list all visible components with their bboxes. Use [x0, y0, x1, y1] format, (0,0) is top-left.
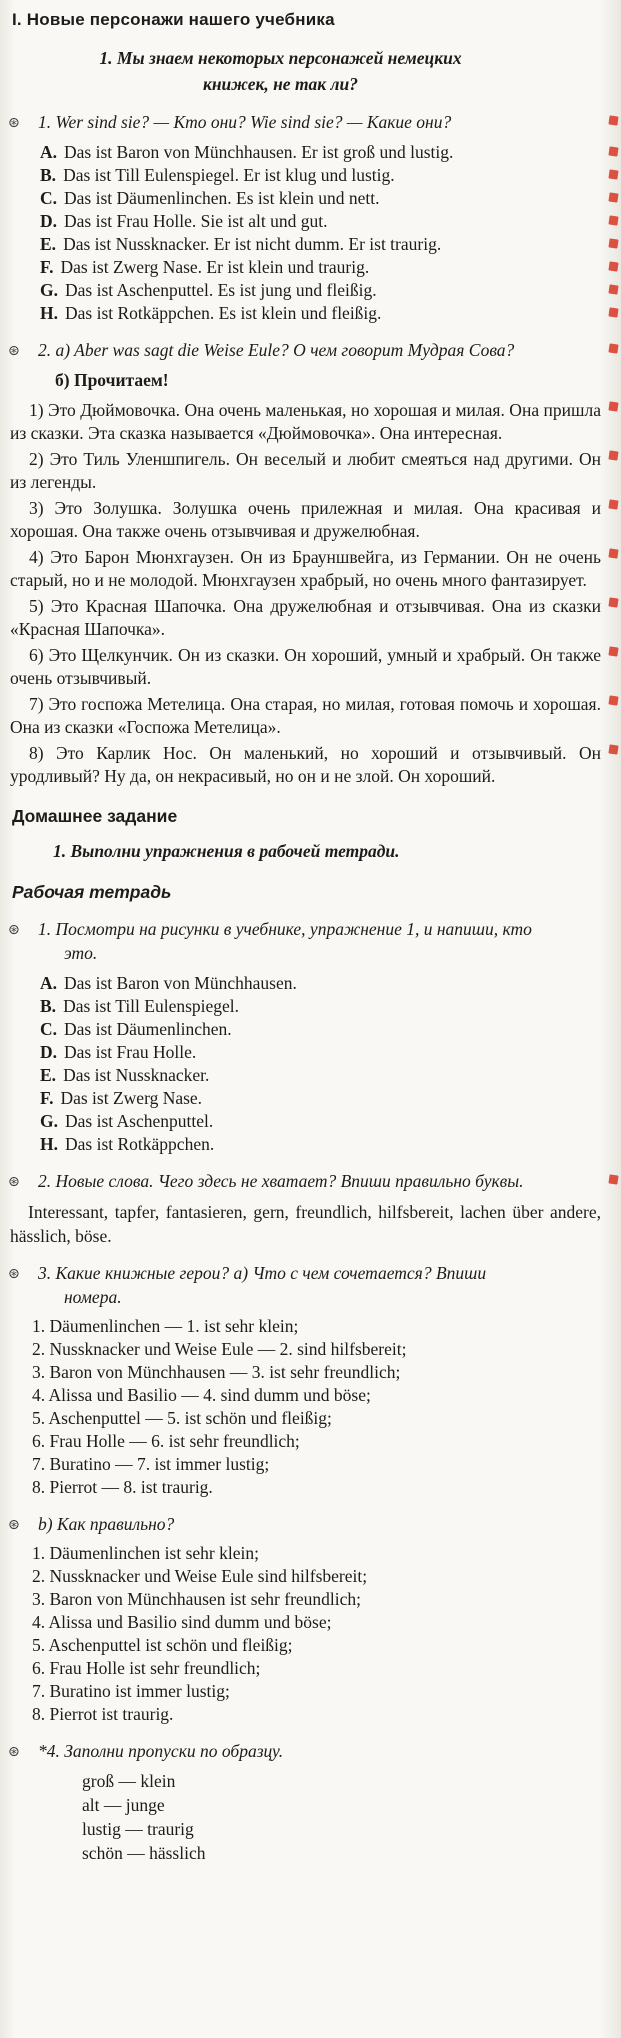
answer-line	[10, 187, 601, 210]
workbook-exercise3b-header-text: b) Как правильно?	[38, 1514, 175, 1534]
answer-paragraph	[10, 497, 601, 543]
red-mark-icon	[608, 307, 618, 317]
answer-text: Das ist Till Eulenspiegel. Er ist klug und lustig.	[63, 165, 395, 185]
answer-sentence-line: 6. Frau Holle ist sehr freundlich;	[32, 1658, 261, 1678]
paragraph-text: 2) Это Тиль Уленшпигель. Он веселый и любит смеяться над другими. Он из легенды.	[10, 449, 601, 492]
workbook-exercise2-header	[10, 1169, 601, 1193]
antonym-pair-line: alt — junge	[82, 1795, 165, 1815]
exercise-bullet-icon: ⊛	[8, 922, 20, 938]
answer-text: Das ist Rotkäppchen. Es ist klein und fleißig.	[65, 303, 382, 323]
red-mark-icon	[608, 744, 618, 754]
workbook-exercise4-header	[10, 1739, 601, 1763]
exercise-bullet-icon: ⊛	[8, 1266, 20, 1282]
workbook-exercise2-answer: Interessant, tapfer, fantasieren, gern, freundlich, hilfsbereit, lachen über andere, hässlich, böse.	[10, 1202, 601, 1246]
answer-line	[10, 302, 601, 325]
matching-pair-line: 8. Pierrot — 8. ist traurig.	[32, 1477, 213, 1497]
answer-text: Das ist Nussknacker. Er ist nicht dumm. Er ist traurig.	[63, 234, 442, 254]
matching-pair-line: 7. Buratino — 7. ist immer lustig;	[32, 1454, 270, 1474]
paragraph-text: 1) Это Дюймовочка. Она очень маленькая, но хорошая и милая. Она пришла из сказки. Эта сказка называется «Дюймовочка». Она интересная.	[10, 400, 601, 443]
answer-line	[10, 1133, 601, 1156]
answer-letter: E.	[40, 1065, 57, 1085]
paragraph-text: 5) Это Красная Шапочка. Она дружелюбная и отзывчивая. Она из сказки «Красная Шапочка».	[10, 596, 601, 639]
answer-line	[10, 1041, 601, 1064]
exercise-bullet-icon: ⊛	[8, 1174, 20, 1190]
homework-title: Домашнее задание	[12, 806, 178, 826]
answer-line	[10, 1064, 601, 1087]
answer-sentence-line: 7. Buratino ist immer lustig;	[32, 1681, 230, 1701]
answer-letter: G.	[40, 1111, 58, 1131]
answer-line	[10, 233, 601, 256]
answer-line	[10, 995, 601, 1018]
answer-paragraph	[10, 742, 601, 788]
answer-text: Das ist Baron von Münchhausen. Er ist groß und lustig.	[64, 142, 454, 162]
workbook-title: Рабочая тетрадь	[12, 882, 172, 902]
paragraph-text: 7) Это госпожа Метелица. Она старая, но милая, готовая помочь и хорошая. Она из сказки «Госпожа Метелица».	[10, 694, 601, 737]
exercise-bullet-icon: ⊛	[8, 1744, 20, 1760]
exercise-bullet-icon: ⊛	[8, 343, 20, 359]
red-mark-icon	[608, 548, 618, 558]
antonym-pair-line: lustig — traurig	[82, 1819, 194, 1839]
workbook-exercise3b-answer-list	[10, 1542, 601, 1726]
answer-line	[10, 1110, 601, 1133]
matching-pair-line: 6. Frau Holle — 6. ist sehr freundlich;	[32, 1431, 300, 1451]
matching-pair-line: 1. Däumenlinchen — 1. ist sehr klein;	[32, 1316, 299, 1336]
answer-letter: F.	[40, 257, 54, 277]
red-mark-icon	[608, 499, 618, 509]
workbook-exercise3-pair-list	[10, 1315, 601, 1499]
red-mark-icon	[608, 1174, 618, 1184]
matching-pair-line: 5. Aschenputtel — 5. ist schön und fleißig;	[32, 1408, 332, 1428]
workbook-exercise3b-header	[10, 1512, 601, 1536]
answer-letter: H.	[40, 1134, 58, 1154]
answer-line	[10, 141, 601, 164]
exercise-bullet-icon: ⊛	[8, 1517, 20, 1533]
red-mark-icon	[608, 146, 618, 156]
answer-text: Das ist Aschenputtel.	[65, 1111, 214, 1131]
answer-text: Das ist Aschenputtel. Es ist jung und fleißig.	[65, 280, 377, 300]
red-mark-icon	[608, 169, 618, 179]
workbook-exercise3-header	[10, 1261, 601, 1309]
workbook-exercise2-header-text: 2. Новые слова. Чего здесь не хватает? Впиши правильно буквы.	[38, 1171, 524, 1191]
answer-text: Das ist Frau Holle.	[64, 1042, 197, 1062]
answer-letter: E.	[40, 234, 57, 254]
red-mark-icon	[608, 215, 618, 225]
red-mark-icon	[608, 450, 618, 460]
red-mark-icon	[608, 343, 618, 353]
paragraph-text: 6) Это Щелкунчик. Он из сказки. Он хороший, умный и храбрый. Он также очень отзывчивый.	[10, 645, 601, 688]
workbook-exercise1-header-text: 1. Посмотри на рисунки в учебнике, упражнение 1, и напиши, кто это.	[38, 919, 532, 963]
answer-paragraph	[10, 644, 601, 690]
answer-letter: B.	[40, 996, 57, 1016]
answer-letter: G.	[40, 280, 58, 300]
paragraph-text: 3) Это Золушка. Золушка очень прилежная и милая. Она красивая и хорошая. Она также очень отзывчивая и дружелюбная.	[10, 498, 601, 541]
exercise1-answer-list	[10, 141, 601, 325]
answer-sentence-line: 2. Nussknacker und Weise Eule sind hilfsbereit;	[32, 1566, 368, 1586]
answer-paragraph	[10, 546, 601, 592]
red-mark-icon	[608, 284, 618, 294]
homework-task: 1. Выполни упражнения в рабочей тетради.	[53, 841, 400, 861]
answer-letter: H.	[40, 303, 58, 323]
red-mark-icon	[608, 261, 618, 271]
workbook-exercise1-answer-list	[10, 972, 601, 1156]
matching-pair-line: 3. Baron von Münchhausen — 3. ist sehr freundlich;	[32, 1362, 401, 1382]
answer-line	[10, 1018, 601, 1041]
workbook-exercise1-header	[10, 917, 601, 965]
answer-text: Das ist Till Eulenspiegel.	[63, 996, 240, 1016]
workbook-exercise3-header-text: 3. Какие книжные герои? а) Что с чем сочетается? Впиши номера.	[38, 1263, 487, 1307]
answer-text: Das ist Baron von Münchhausen.	[64, 973, 297, 993]
answer-text: Das ist Nussknacker.	[63, 1065, 210, 1085]
answer-text: Das ist Zwerg Nase.	[60, 1088, 203, 1108]
exercise2-answer-paragraphs	[10, 399, 601, 788]
red-mark-icon	[608, 597, 618, 607]
workbook-exercise4-header-text: *4. Заполни пропуски по образцу.	[38, 1741, 284, 1761]
paragraph-text: 4) Это Барон Мюнхгаузен. Он из Брауншвейга, из Германии. Он не очень старый, но и не молодой. Мюнхгаузен храбрый, но очень много фантазирует.	[10, 547, 601, 590]
answer-letter: A.	[40, 142, 58, 162]
answer-letter: B.	[40, 165, 57, 185]
red-mark-icon	[608, 238, 618, 248]
exercise2b-subheader: б) Прочитаем!	[55, 370, 169, 390]
answer-line	[10, 279, 601, 302]
antonym-pair-line: schön — hässlich	[82, 1843, 206, 1863]
answer-paragraph	[10, 448, 601, 494]
antonym-pair-line: groß — klein	[82, 1771, 176, 1791]
answer-letter: C.	[40, 188, 58, 208]
red-mark-icon	[608, 646, 618, 656]
answer-sentence-line: 1. Däumenlinchen ist sehr klein;	[32, 1543, 259, 1563]
answer-line	[10, 164, 601, 187]
red-mark-icon	[608, 401, 618, 411]
chapter-title: I. Новые персонажи нашего учебника	[12, 10, 335, 29]
exercise2-header	[10, 338, 601, 362]
lesson-heading: 1. Мы знаем некоторых персонажей немецких книжек, не так ли?	[99, 48, 462, 94]
answer-text: Das ist Däumenlinchen.	[64, 1019, 232, 1039]
answer-text: Das ist Frau Holle. Sie ist alt und gut.	[64, 211, 328, 231]
answer-letter: F.	[40, 1088, 54, 1108]
red-mark-icon	[608, 192, 618, 202]
red-mark-icon	[608, 115, 618, 125]
matching-pair-line: 4. Alissa und Basilio — 4. sind dumm und böse;	[32, 1385, 371, 1405]
red-mark-icon	[608, 695, 618, 705]
exercise1-header-text: 1. Wer sind sie? — Кто они? Wie sind sie? — Какие они?	[38, 112, 452, 132]
answer-text: Das ist Däumenlinchen. Es ist klein und nett.	[64, 188, 380, 208]
answer-line	[10, 972, 601, 995]
answer-paragraph	[10, 399, 601, 445]
answer-letter: D.	[40, 211, 58, 231]
matching-pair-line: 2. Nussknacker und Weise Eule — 2. sind hilfsbereit;	[32, 1339, 407, 1359]
exercise1-header	[10, 110, 601, 134]
answer-line	[10, 256, 601, 279]
workbook-exercise4-pair-list	[82, 1769, 601, 1865]
answer-letter: A.	[40, 973, 58, 993]
answer-letter: D.	[40, 1042, 58, 1062]
answer-sentence-line: 8. Pierrot ist traurig.	[32, 1704, 174, 1724]
answer-paragraph	[10, 693, 601, 739]
answer-text: Das ist Rotkäppchen.	[65, 1134, 215, 1154]
answer-text: Das ist Zwerg Nase. Er ist klein und traurig.	[60, 257, 370, 277]
exercise-bullet-icon: ⊛	[8, 115, 20, 131]
answer-letter: C.	[40, 1019, 58, 1039]
answer-line	[10, 210, 601, 233]
answer-sentence-line: 5. Aschenputtel ist schön und fleißig;	[32, 1635, 293, 1655]
answer-sentence-line: 4. Alissa und Basilio sind dumm und böse;	[32, 1612, 332, 1632]
exercise2-header-text: 2. a) Aber was sagt die Weise Eule? О чем говорит Мудрая Сова?	[38, 340, 515, 360]
answer-paragraph	[10, 595, 601, 641]
answer-sentence-line: 3. Baron von Münchhausen ist sehr freundlich;	[32, 1589, 362, 1609]
paragraph-text: 8) Это Карлик Нос. Он маленький, но хороший и отзывчивый. Он уродливый? Ну да, он некрасивый, но он и не злой. Он хороший.	[10, 743, 601, 786]
answer-line	[10, 1087, 601, 1110]
